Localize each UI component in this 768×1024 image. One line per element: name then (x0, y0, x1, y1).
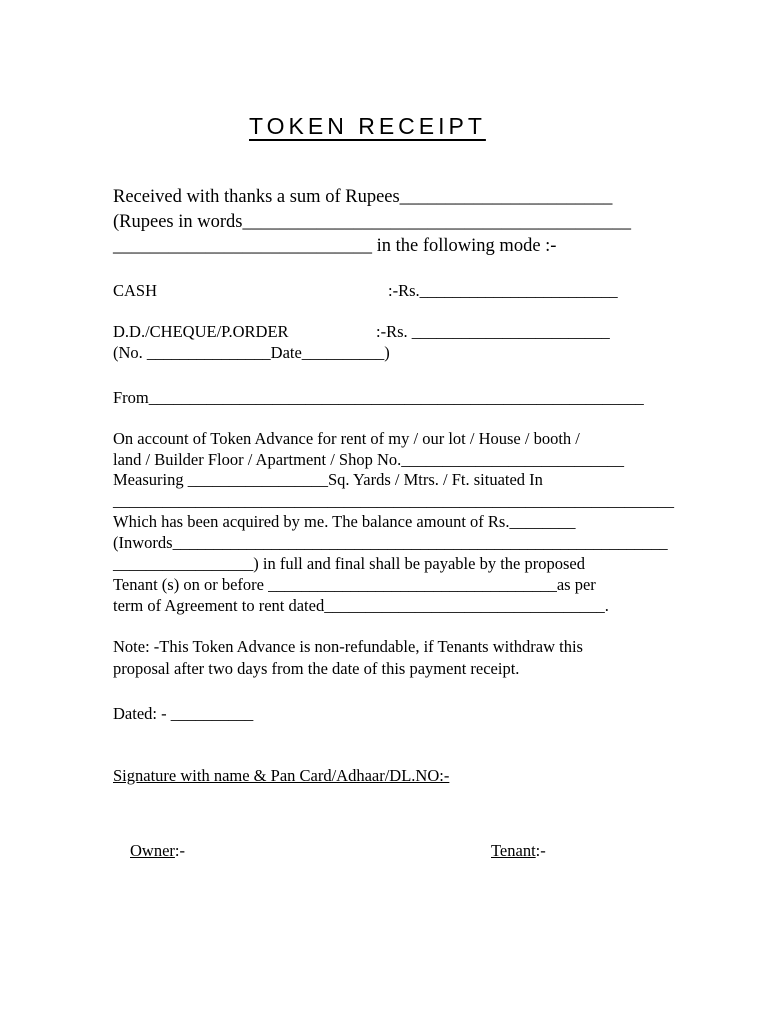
owner-suffix: :- (174, 841, 185, 860)
account-line-4: ____________________________________________________________________ (113, 491, 674, 510)
account-line-8: Tenant (s) on or before ___________________________________as per (113, 575, 596, 594)
intro-line-1: Received with thanks a sum of Rupees_______________________ (113, 187, 613, 207)
account-line-1: On account of Token Advance for rent of my / our lot / House / booth / (113, 429, 580, 448)
tenant-label: Tenant (491, 841, 536, 860)
cash-amount-field: :-Rs.________________________ (388, 281, 618, 300)
note-line-2: proposal after two days from the date of this payment receipt. (113, 659, 520, 678)
account-line-6: (Inwords____________________________________________________________ (113, 533, 668, 552)
dated-field: Dated: - __________ (113, 704, 254, 723)
cash-label: CASH (113, 281, 158, 300)
intro-line-2: (Rupees in words__________________________________________ (113, 212, 631, 232)
note-line-1: Note: -This Token Advance is non-refundable, if Tenants withdraw this (113, 637, 583, 656)
account-line-5: Which has been acquired by me. The balance amount of Rs.________ (113, 512, 576, 531)
owner-signature-label (130, 841, 185, 861)
dd-cheque-amount-field: :-Rs. ________________________ (376, 322, 610, 341)
owner-label: Owner (130, 841, 175, 860)
account-line-2: land / Builder Floor / Apartment / Shop No.___________________________ (113, 450, 625, 469)
page-title: TOKEN RECEIPT (249, 113, 486, 139)
signature-heading: Signature with name & Pan Card/Adhaar/DL.NO:- (113, 766, 450, 785)
account-line-3: Measuring _________________Sq. Yards / Mtrs. / Ft. situated In (113, 470, 543, 489)
tenant-suffix: :- (535, 841, 546, 860)
from-field: From____________________________________________________________ (113, 388, 644, 407)
intro-line-3: ____________________________ in the following mode :- (113, 236, 557, 256)
dd-cheque-label: D.D./CHEQUE/P.ORDER (113, 322, 289, 341)
account-line-7: _________________) in full and final shall be payable by the proposed (113, 554, 585, 573)
account-line-9: term of Agreement to rent dated__________________________________. (113, 596, 609, 615)
tenant-signature-label (491, 841, 546, 861)
dd-number-date-field: (No. _______________Date__________) (113, 343, 390, 362)
